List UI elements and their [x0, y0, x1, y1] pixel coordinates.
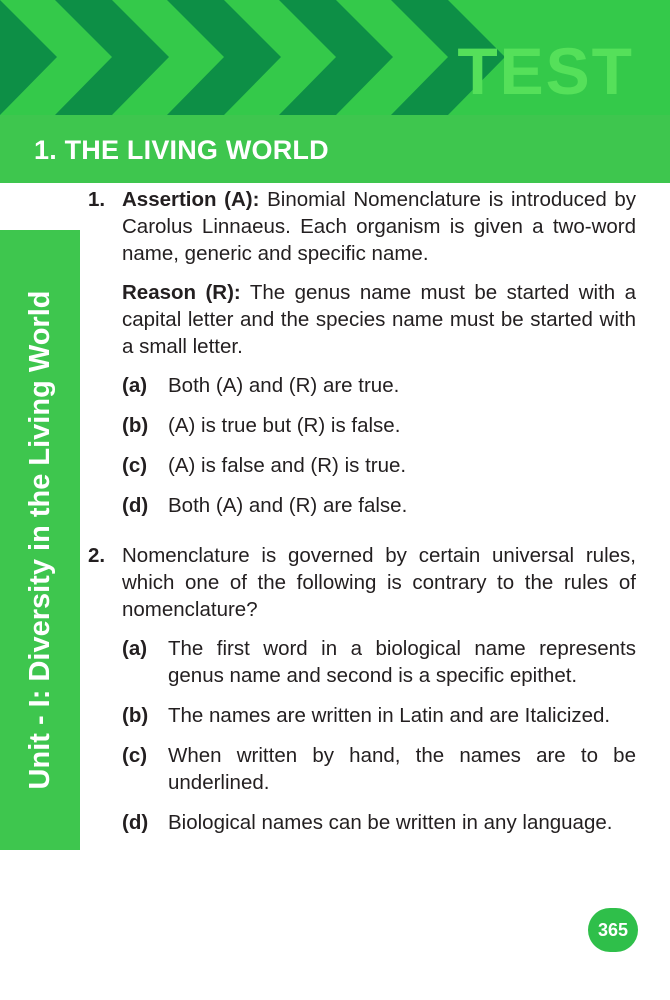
question-number: 1. — [88, 188, 106, 211]
option-label: (c) — [122, 454, 148, 477]
option-c — [122, 742, 636, 796]
option-text: Both (A) and (R) are false. — [168, 494, 408, 517]
chevron-3 — [224, 0, 336, 115]
question-1 — [88, 186, 636, 532]
chevron-4 — [336, 0, 448, 115]
option-a — [122, 372, 636, 399]
option-label: (b) — [122, 704, 149, 727]
option-label: (c) — [122, 744, 148, 767]
option-d — [122, 809, 636, 836]
option-text: Both (A) and (R) are true. — [168, 374, 400, 397]
assertion-paragraph — [122, 186, 636, 267]
option-text: Biological names can be written in any language. — [168, 811, 613, 834]
assertion-label: Assertion (A): — [122, 188, 260, 211]
option-text: (A) is false and (R) is true. — [168, 454, 407, 477]
option-b — [122, 702, 636, 729]
option-b — [122, 412, 636, 439]
reason-text: The genus name must be started with a capital letter and the species name must be started with a small letter. — [122, 281, 636, 358]
reason-label: Reason (R): — [122, 281, 241, 304]
option-a — [122, 635, 636, 689]
question-number: 2. — [88, 544, 106, 567]
page-number: 365 — [588, 908, 638, 952]
unit-label: Unit - I: Diversity in the Living World — [24, 290, 56, 790]
option-label: (d) — [122, 494, 149, 517]
chapter-title: 1. THE LIVING WORLD — [34, 135, 329, 165]
option-label: (b) — [122, 414, 149, 437]
option-text: (A) is true but (R) is false. — [168, 414, 401, 437]
option-d — [122, 492, 636, 519]
option-text: The first word in a biological name represents genus name and second is a specific epithet. — [168, 637, 636, 687]
option-text: When written by hand, the names are to be underlined. — [168, 744, 636, 794]
option-label: (a) — [122, 637, 148, 660]
option-text: The names are written in Latin and are Italicized. — [168, 704, 611, 727]
question-content — [88, 186, 636, 859]
assertion-text: Binomial Nomenclature is introduced by Carolus Linnaeus. Each organism is given a two-word name, generic and specific name. — [122, 188, 636, 265]
reason-paragraph — [122, 279, 636, 360]
question-text: Nomenclature is governed by certain universal rules, which one of the following is contrary to the rules of nomenclature? — [122, 544, 636, 621]
question-2 — [88, 542, 636, 849]
option-label: (a) — [122, 374, 148, 397]
option-label: (d) — [122, 811, 149, 834]
header-banner — [0, 0, 670, 115]
chevron-2 — [112, 0, 224, 115]
chevron-1 — [0, 0, 112, 115]
option-c — [122, 452, 636, 479]
test-heading: TEST — [457, 34, 634, 108]
